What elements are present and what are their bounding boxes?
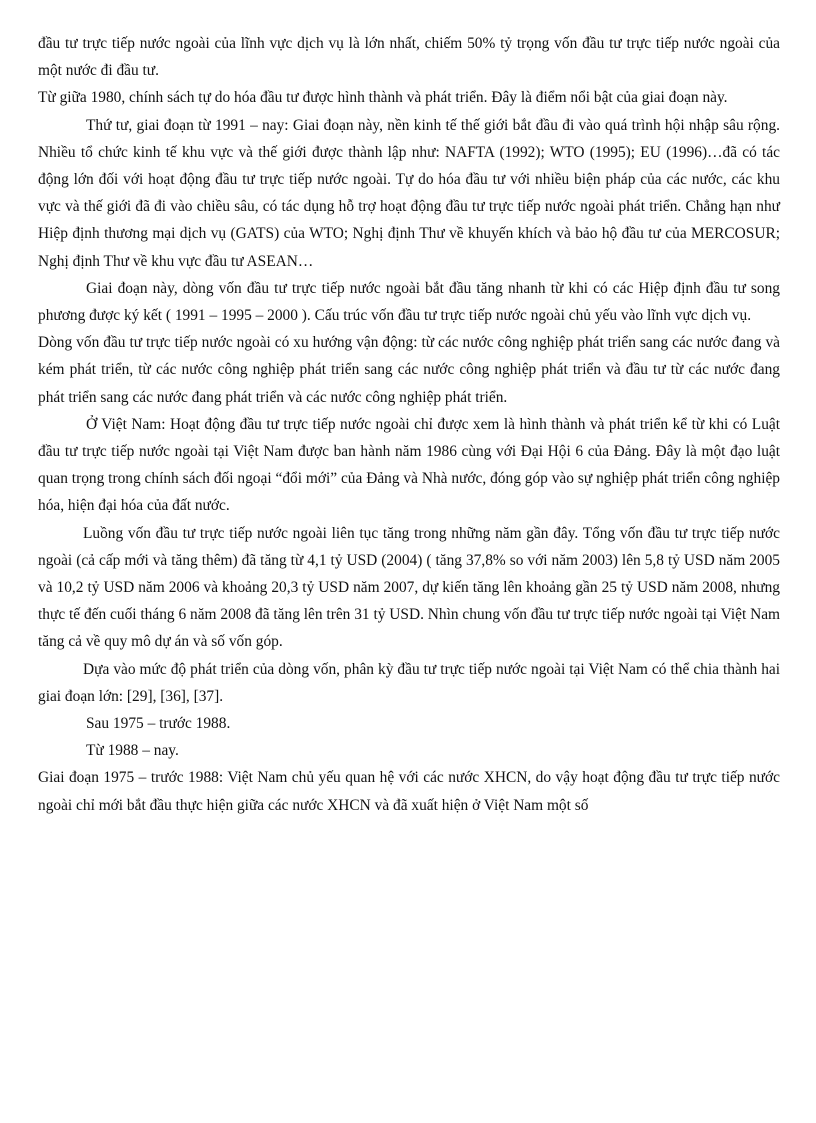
paragraph-2: Từ giữa 1980, chính sách tự do hóa đầu tư được hình thành và phát triển. Đây là điểm nổi bật của giai đoạn này. [38, 89, 728, 107]
paragraph-1: đầu tư trực tiếp nước ngoài của lĩnh vực dịch vụ là lớn nhất, chiếm 50% tỷ trọng vốn đầu tư trực tiếp nước ngoài của một nước đi đầu tư. [38, 35, 780, 80]
list-item-2: Từ 1988 – nay. [86, 742, 179, 760]
paragraph-5: Dòng vốn đầu tư trực tiếp nước ngoài có xu hướng vận động: từ các nước công nghiệp phát triển sang các nước đang và kém phát triển, từ các nước công nghiệp phát triển sang các nước công nghiệp phát triển và đầu tư từ các nước đang phát triển sang các nước đang phát triển và các nước công nghiệp phát triển. [38, 334, 780, 406]
paragraph-9: Giai đoạn 1975 – trước 1988: Việt Nam chủ yếu quan hệ với các nước XHCN, do vậy hoạt động đầu tư trực tiếp nước ngoài chỉ mới bắt đầu thực hiện giữa các nước XHCN và đã xuất hiện ở Việt Nam một số [38, 769, 780, 814]
paragraph-8: Dựa vào mức độ phát triển của dòng vốn, phân kỳ đầu tư trực tiếp nước ngoài tại Việt Nam có thể chia thành hai giai đoạn lớn: [29], [36], [37]. [38, 660, 780, 705]
list-item-1: Sau 1975 – trước 1988. [86, 715, 231, 733]
paragraph-7: Luồng vốn đầu tư trực tiếp nước ngoài liên tục tăng trong những năm gần đây. Tổng vốn đầu tư trực tiếp nước ngoài (cả cấp mới và tăng thêm) đã tăng từ 4,1 tỷ USD (2004) ( tăng 37,8% so với năm 2003) lên 5,8 tỷ USD năm 2005 và 10,2 tỷ USD năm 2006 và khoảng 20,3 tỷ USD năm 2007, dự kiến tăng lên khoảng gần 25 tỷ USD năm 2008, nhưng thực tế đến cuối tháng 6 năm 2008 đã tăng lên trên 31 tỷ USD. Nhìn chung vốn đầu tư trực tiếp nước ngoài tại Việt Nam tăng cả về quy mô dự án và số vốn góp. [38, 524, 780, 651]
paragraph-4: Giai đoạn này, dòng vốn đầu tư trực tiếp nước ngoài bắt đầu tăng nhanh từ khi có các Hiệp định đầu tư song phương được ký kết ( 1991 – 1995 – 2000 ). Cấu trúc vốn đầu tư trực tiếp nước ngoài chủ yếu vào lĩnh vực dịch vụ. [38, 279, 780, 325]
paragraph-3: Thứ tư, giai đoạn từ 1991 – nay: Giai đoạn này, nền kinh tế thế giới bắt đầu đi vào quá trình hội nhập sâu rộng. Nhiều tổ chức kinh tế khu vực và thế giới được thành lập như: NAFTA (1992); WTO (1995); EU (1996)…đã có tác động lớn đối với hoạt động đầu tư trực tiếp nước ngoài. Tự do hóa đầu tư với nhiều biện pháp của các nước, các khu vực và thế giới đã đi vào chiều sâu, có tác dụng hỗ trợ hoạt động đầu tư trực tiếp nước ngoài phát triển. Chẳng hạn như Hiệp định thương mại dịch vụ (GATS) của WTO; Nghị định Thư về khuyến khích và bảo hộ đầu tư của MERCOSUR; Nghị định Thư về khu vực đầu tư ASEAN… [38, 116, 780, 270]
paragraph-6: Ở Việt Nam: Hoạt động đầu tư trực tiếp nước ngoài chỉ được xem là hình thành và phát triển kể từ khi có Luật đầu tư trực tiếp nước ngoài tại Việt Nam được ban hành năm 1986 cùng với Đại Hội 6 của Đảng. Đây là một đạo luật quan trọng trong chính sách đối ngoại “đổi mới” của Đảng và Nhà nước, đóng góp vào sự nghiệp phát triển công nghiệp hóa, hiện đại hóa của đất nước. [38, 415, 780, 515]
document-page [38, 30, 780, 819]
